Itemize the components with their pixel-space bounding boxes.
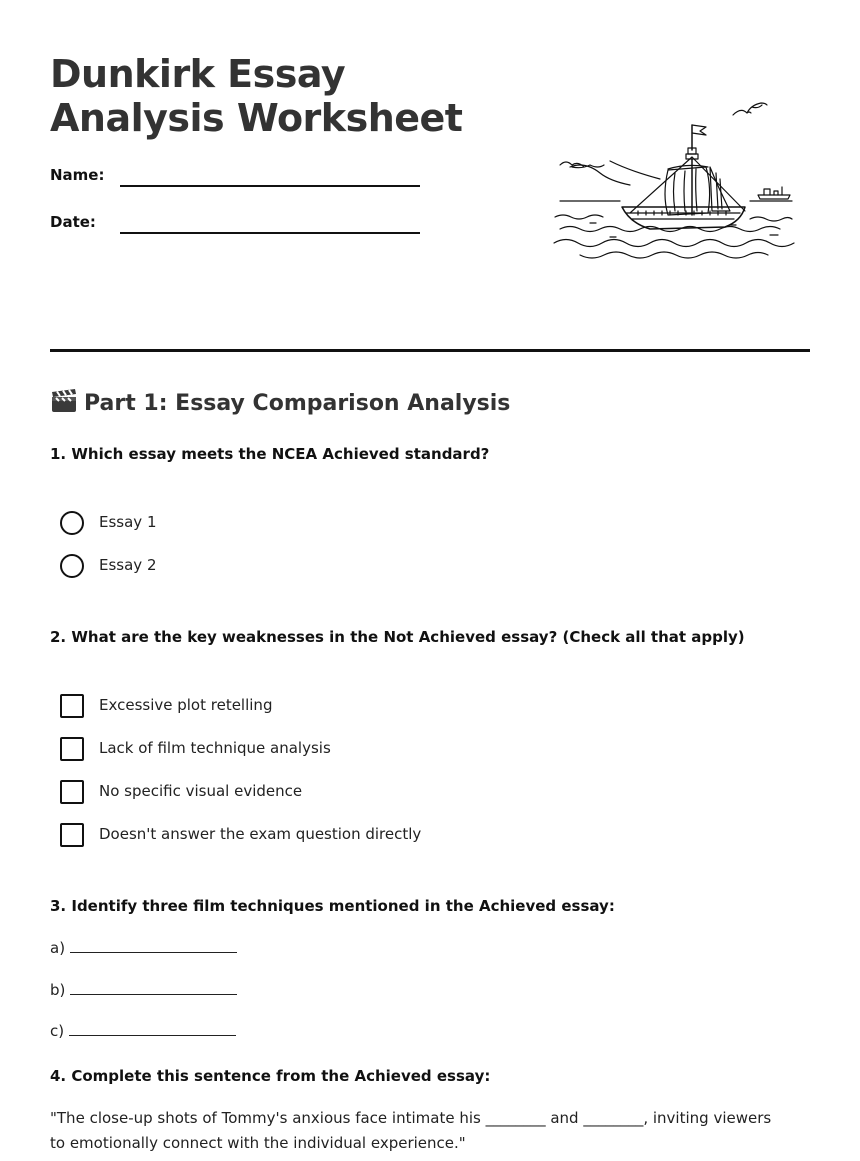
name-label: Name: [50, 166, 105, 184]
section-divider [50, 349, 810, 352]
checkbox[interactable] [60, 737, 84, 761]
answer-blank[interactable] [70, 937, 237, 953]
checkbox[interactable] [60, 694, 84, 718]
answer-prefix: b) [50, 981, 66, 999]
part1-heading-text: Part 1: Essay Comparison Analysis [84, 391, 511, 416]
answer-blank[interactable] [69, 1020, 236, 1036]
question-2: 2. What are the key weaknesses in the Not Achieved essay? (Check all that apply) [50, 628, 745, 646]
name-field [50, 165, 420, 195]
radio-option-essay-1[interactable] [60, 512, 660, 536]
checkbox-option-plot-retelling[interactable] [60, 695, 660, 719]
radio-option-essay-2[interactable] [60, 555, 660, 579]
name-input-line[interactable] [120, 185, 420, 187]
clapperboard-icon [50, 388, 78, 414]
radio-option-label: Essay 1 [99, 513, 157, 531]
answer-prefix: c) [50, 1022, 65, 1040]
question-4: 4. Complete this sentence from the Achieved essay: [50, 1067, 491, 1085]
question-1: 1. Which essay meets the NCEA Achieved standard? [50, 445, 490, 463]
answer-line-b[interactable] [50, 979, 237, 1000]
checkbox-option-label: No specific visual evidence [99, 782, 303, 800]
checkbox[interactable] [60, 780, 84, 804]
checkbox[interactable] [60, 823, 84, 847]
radio-option-label: Essay 2 [99, 556, 157, 574]
radio-button[interactable] [60, 511, 84, 535]
checkbox-option-film-technique[interactable] [60, 738, 660, 762]
answer-line-a[interactable] [50, 937, 237, 958]
checkbox-option-visual-evidence[interactable] [60, 781, 660, 805]
date-field [50, 212, 420, 242]
answer-line-c[interactable] [50, 1020, 236, 1041]
answer-blank[interactable] [70, 979, 237, 995]
checkbox-option-label: Excessive plot retelling [99, 696, 273, 714]
part1-heading [50, 388, 510, 420]
checkbox-option-label: Doesn't answer the exam question directly [99, 825, 422, 843]
checkbox-option-label: Lack of film technique analysis [99, 739, 331, 757]
ship-illustration [550, 95, 795, 265]
page-title: Dunkirk Essay Analysis Worksheet [50, 52, 463, 140]
radio-button[interactable] [60, 554, 84, 578]
essay-quote: "The close-up shots of Tommy's anxious face intimate his ________ and ________, inviting viewers to emotionally connect with the individual experience." [50, 1109, 772, 1152]
question-3: 3. Identify three film techniques mentioned in the Achieved essay: [50, 897, 615, 915]
date-input-line[interactable] [120, 232, 420, 234]
date-label: Date: [50, 213, 96, 231]
worksheet-page [50, 0, 810, 1161]
answer-prefix: a) [50, 939, 66, 957]
checkbox-option-exam-question[interactable] [60, 824, 660, 848]
